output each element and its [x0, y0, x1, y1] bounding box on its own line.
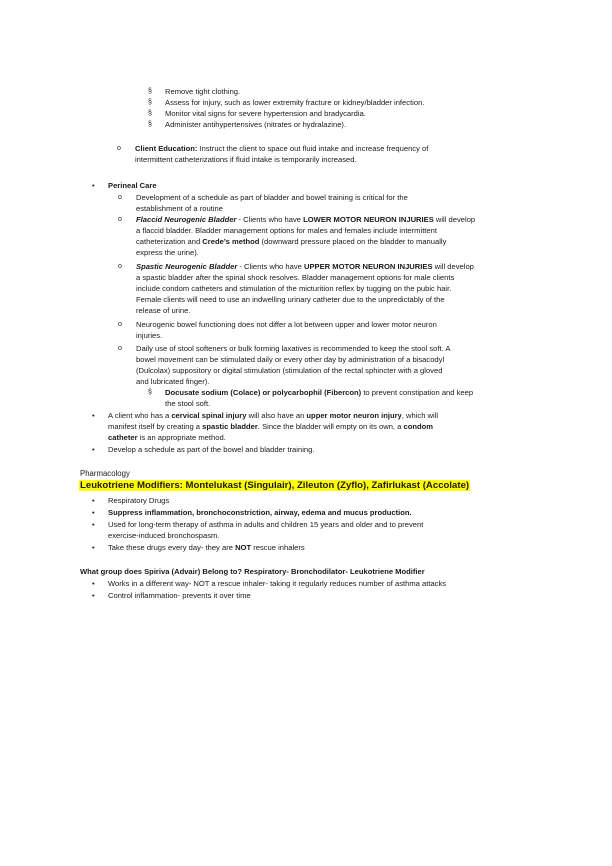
paragraph-line: catheterization and Crede’s method (downward pressure placed on the bladder to manually — [136, 237, 447, 246]
list-item: Take these drugs every day- they are NOT rescue inhalers — [108, 543, 305, 552]
paragraph-line: a flaccid bladder. Bladder management options for males and females include intermittent — [136, 226, 437, 235]
paragraph-line: (Dulcolax) suppository or digital stimulation (stimulation of the rectal sphincter with a gloved — [136, 366, 443, 375]
section-marker: § — [148, 110, 152, 117]
bullet-marker: • — [92, 579, 95, 588]
client-education-line: Client Education: Instruct the client to space out fluid intake and increase frequency of — [135, 144, 429, 153]
client-education-label: Client Education: — [135, 144, 198, 153]
bullet-marker: • — [92, 591, 95, 600]
bullet-marker: • — [92, 543, 95, 552]
perineal-care-heading: Perineal Care — [108, 181, 157, 190]
paragraph-line: and lubricated finger). — [136, 377, 210, 386]
bullet-marker: • — [92, 520, 95, 529]
question-heading: What group does Spiriva (Advair) Belong to? Respiratory- Bronchodilator- Leukotriene Modifier — [80, 567, 425, 576]
paragraph-line: A client who has a cervical spinal injury will also have an upper motor neuron injury, which will — [108, 411, 439, 420]
bullet-marker: • — [92, 445, 95, 454]
list-item: Remove tight clothing. — [165, 87, 241, 96]
circle-marker: o — [118, 263, 122, 270]
bullet-marker: • — [92, 181, 95, 190]
section-marker: § — [148, 121, 152, 128]
paragraph-line: Female clients will need to use an indwelling urinary catheter due to the unpredictably of the — [136, 295, 445, 304]
paragraph-line: a spastic bladder after the spinal shock resolves. Bladder management options for male clients — [136, 273, 455, 282]
circle-marker: o — [117, 145, 121, 152]
list-item: Control inflammation- prevents it over time — [108, 591, 251, 600]
list-item: Suppress inflammation, bronchoconstriction, airway, edema and mucus production. — [108, 508, 412, 517]
paragraph-line: Neurogenic bowel functioning does not differ a lot between upper and lower motor neuron — [136, 320, 437, 329]
list-item: exercise-induced bronchospasm. — [108, 531, 220, 540]
bullet-marker: • — [92, 411, 95, 420]
list-item: Assess for injury, such as lower extremity fracture or kidney/bladder infection. — [165, 98, 425, 107]
client-education-line: intermittent catheterizations if fluid intake is temporarily increased. — [135, 155, 357, 164]
list-item: Respiratory Drugs — [108, 496, 170, 505]
paragraph-line: Daily use of stool softeners or bulk forming laxatives is recommended to keep the stool soft. A — [136, 344, 451, 353]
paragraph-line: catheter is an appropriate method. — [108, 433, 226, 442]
highlighted-title: Leukotriene Modifiers: Montelukast (Singulair), Zileuton (Zyflo), Zafirlukast (Accolate) — [80, 480, 470, 491]
paragraph-line: release of urine. — [136, 306, 191, 315]
list-item: Used for long-term therapy of asthma in adults and children 15 years and older and to prevent — [108, 520, 424, 529]
bullet-marker: • — [92, 508, 95, 517]
paragraph-line: establishment of a routine — [136, 204, 223, 213]
circle-marker: o — [118, 345, 122, 352]
paragraph-line: injuries. — [136, 331, 163, 340]
paragraph-line: manifest itself by creating a spastic bladder. Since the bladder will empty on its own, a condom — [108, 422, 433, 431]
circle-marker: o — [118, 194, 122, 201]
paragraph-line: Docusate sodium (Colace) or polycarbophil (Fibercon) to prevent constipation and keep — [165, 388, 474, 397]
list-item: Administer antihypertensives (nitrates or hydralazine). — [165, 120, 347, 129]
list-item: Works in a different way- NOT a rescue inhaler- taking it regularly reduces number of asthma attacks — [108, 579, 447, 588]
paragraph-line: include condom catheters and stimulation of the micturition reflex by tugging on the pubic hair. — [136, 284, 452, 293]
paragraph-line: bowel movement can be stimulated daily or every other day by administration of a bisacodyl — [136, 355, 445, 364]
circle-marker: o — [118, 216, 122, 223]
section-marker: § — [148, 99, 152, 106]
paragraph-line: the stool soft. — [165, 399, 211, 408]
list-item: Monitor vital signs for severe hypertension and bradycardia. — [165, 109, 366, 118]
paragraph-line: express the urine). — [136, 248, 199, 257]
section-marker: § — [148, 389, 152, 396]
paragraph-line: Spastic Neurogenic Bladder - Clients who have UPPER MOTOR NEURON INJURIES will develop — [136, 262, 474, 271]
paragraph-line: Development of a schedule as part of bladder and bowel training is critical for the — [136, 193, 408, 202]
bullet-marker: • — [92, 496, 95, 505]
section-marker: § — [148, 88, 152, 95]
paragraph-line: Flaccid Neurogenic Bladder - Clients who have LOWER MOTOR NEURON INJURIES will develop — [136, 215, 476, 224]
pharmacology-heading: Pharmacology — [80, 469, 130, 478]
circle-marker: o — [118, 321, 122, 328]
paragraph-line: Develop a schedule as part of the bowel and bladder training. — [108, 445, 315, 454]
